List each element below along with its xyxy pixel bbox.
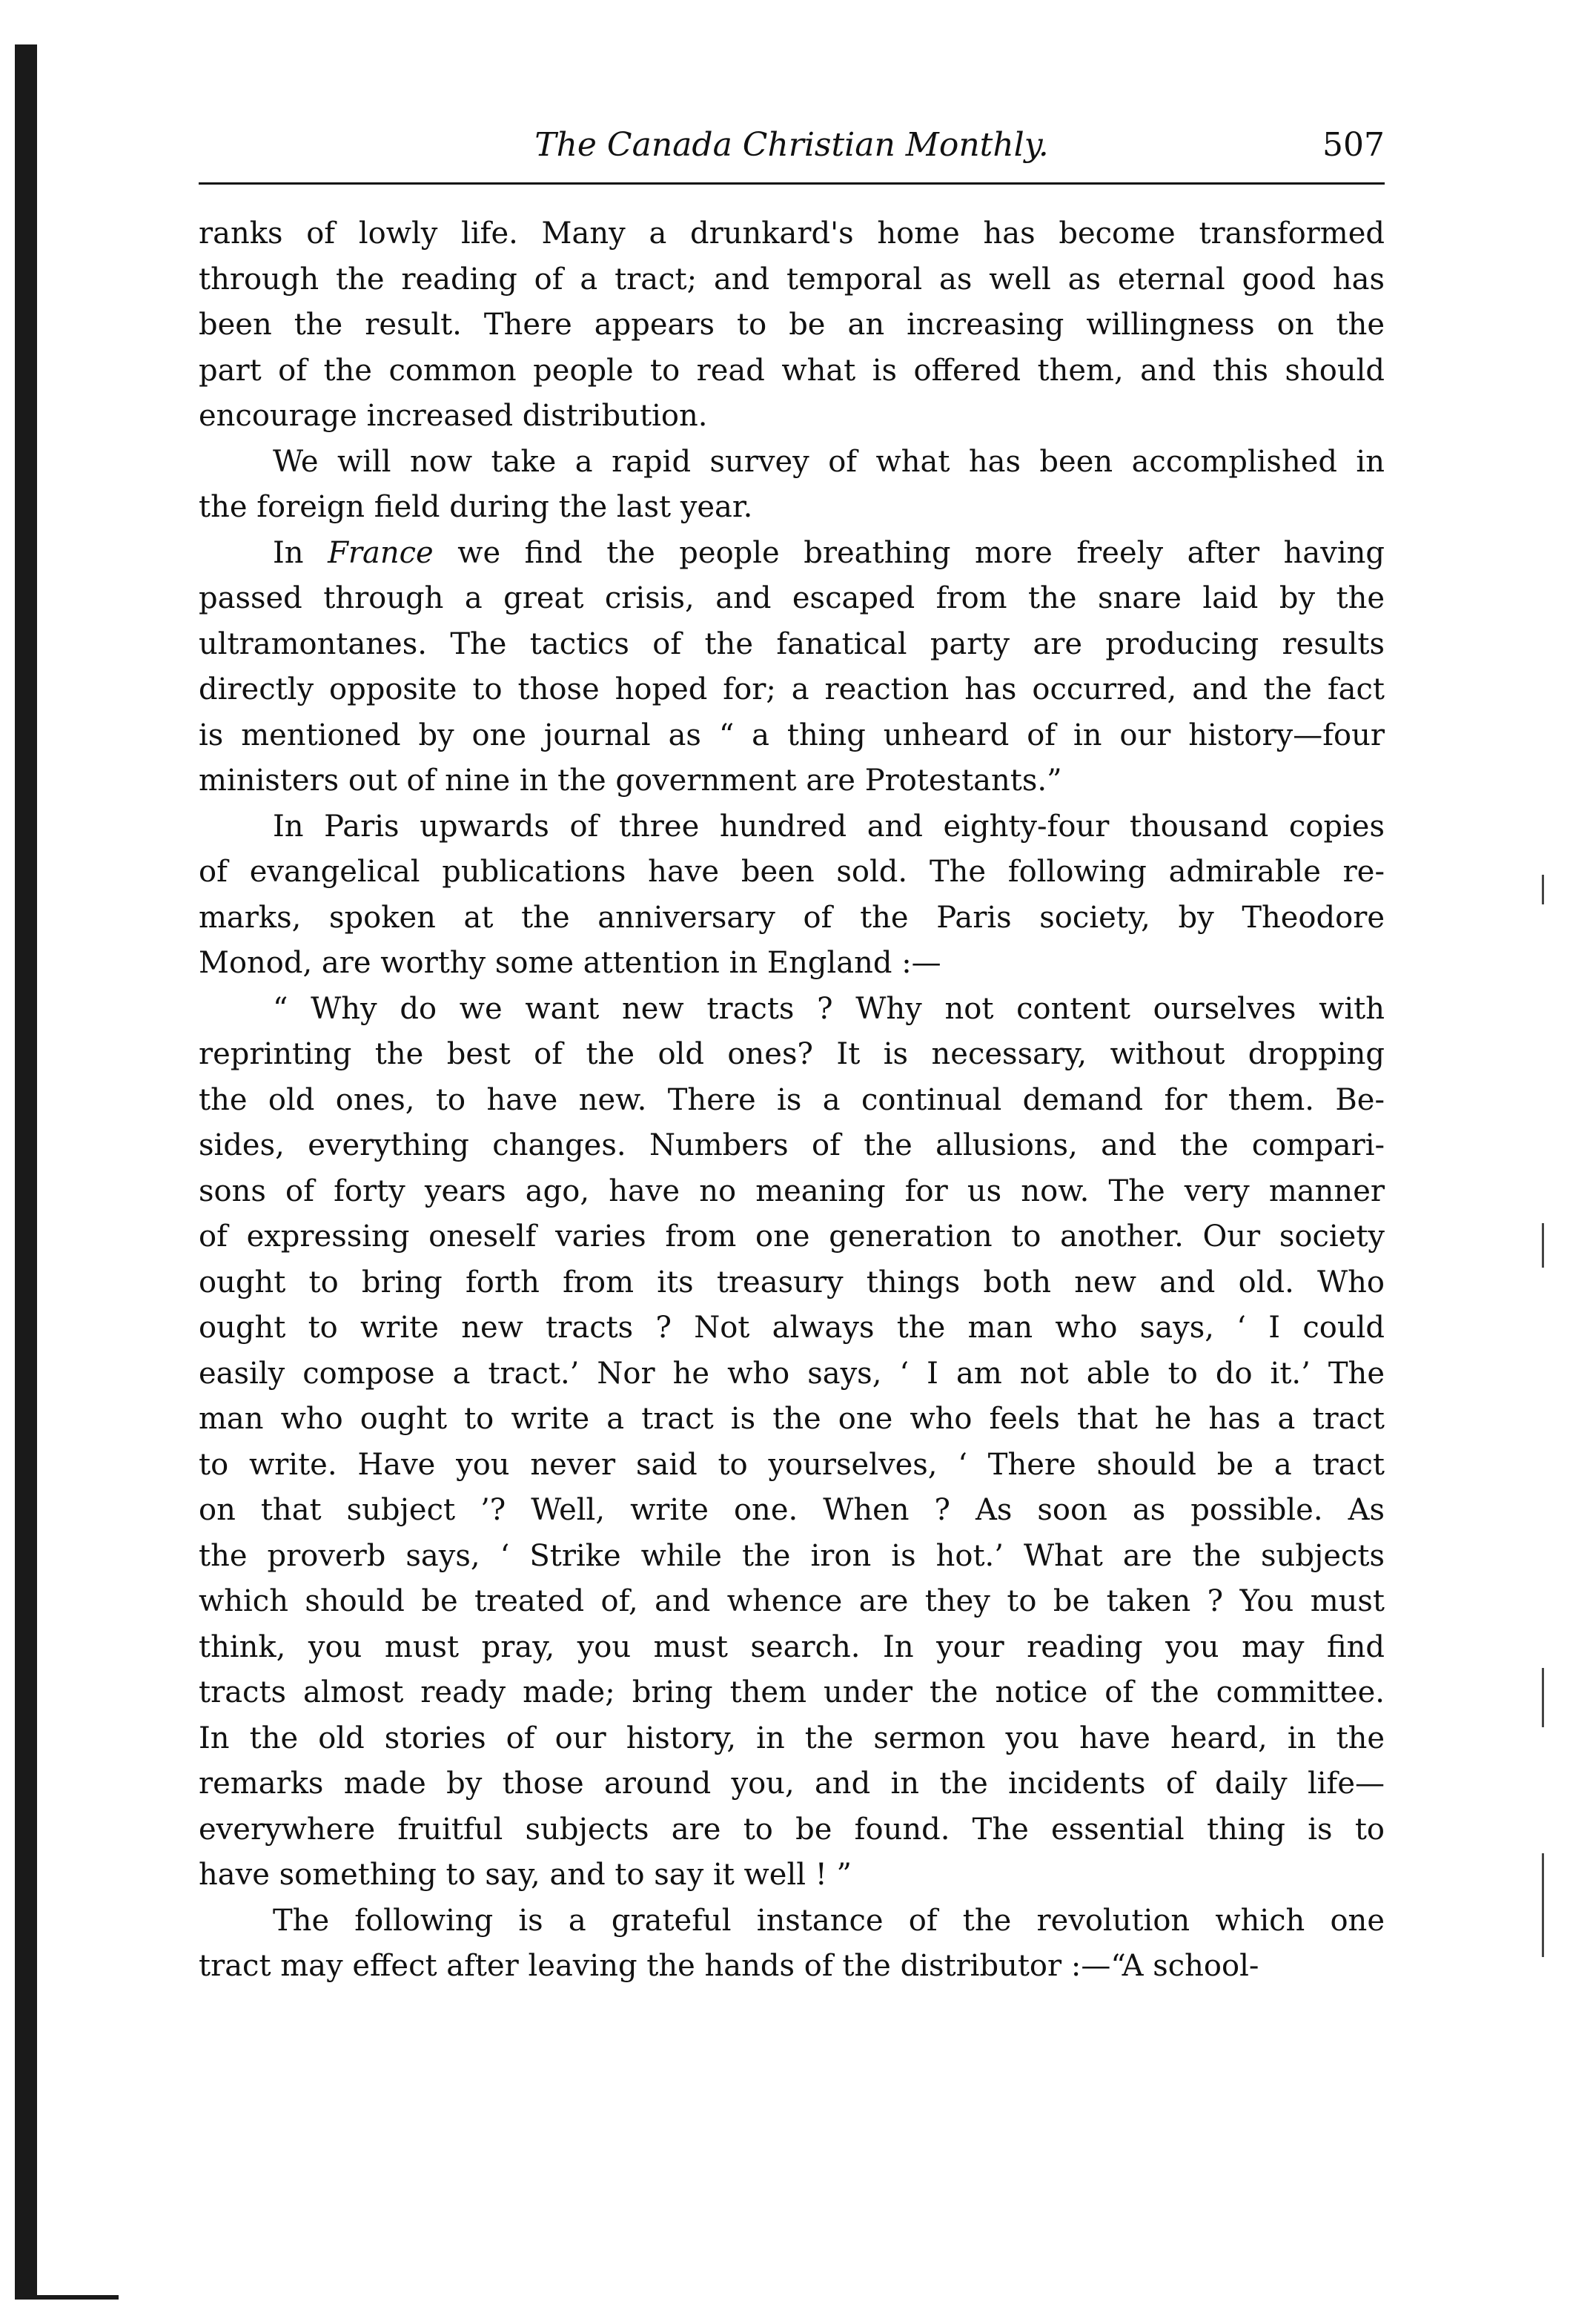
text-line: to write. Have you never said to yourselves, ‘ There should be a tract <box>199 1447 1385 1482</box>
text-line: In the old stories of our history, in the sermon you have heard, in the <box>199 1721 1385 1755</box>
text-line: encourage increased distribution. <box>199 399 708 433</box>
text-line: Monod, are worthy some attention in England :— <box>199 946 941 980</box>
text-line: have something to say, and to say it well ! ” <box>199 1858 852 1892</box>
text-line: part of the common people to read what is offered them, and this should <box>199 353 1385 388</box>
text-line: ought to bring forth from its treasury things both new and old. Who <box>199 1265 1385 1300</box>
text-line: of expressing oneself varies from one generation to another. Our society <box>199 1219 1385 1254</box>
binding-edge-foot <box>15 2295 119 2300</box>
text-line: ranks of lowly life. Many a drunkard's home has become transformed <box>199 216 1385 251</box>
text-line: reprinting the best of the old ones? It is necessary, without dropping <box>199 1037 1385 1071</box>
text-line: “ Why do we want new tracts ? Why not content ourselves with <box>273 991 1385 1026</box>
scan-mark <box>1542 875 1544 904</box>
text-line: ultramontanes. The tactics of the fanatical party are producing results <box>199 626 1385 661</box>
paragraph <box>199 804 1385 987</box>
text-line: been the result. There appears to be an increasing willingness on the <box>199 308 1385 342</box>
binding-edge <box>15 44 37 2298</box>
page-number: 507 <box>1322 126 1385 164</box>
text-line: easily compose a tract.’ Nor he who says, ‘ I am not able to do it.’ The <box>199 1356 1385 1391</box>
text-line: which should be treated of, and whence are they to be taken ? You must <box>199 1584 1385 1618</box>
text-line: The following is a grateful instance of the revolution which one <box>273 1903 1385 1938</box>
text-line: We will now take a rapid survey of what has been accomplished in <box>273 444 1385 479</box>
text-line: In Paris upwards of three hundred and eighty-four thousand copies <box>273 809 1385 844</box>
scan-mark <box>1542 1853 1544 1957</box>
text-line: the old ones, to have new. There is a continual demand for them. Be- <box>199 1082 1385 1117</box>
paragraph <box>199 1898 1385 1990</box>
text-line: through the reading of a tract; and temporal as well as eternal good has <box>199 262 1385 297</box>
text-line: marks, spoken at the anniversary of the Paris society, by Theodore <box>199 900 1385 935</box>
scan-mark <box>1542 1223 1544 1268</box>
scan-mark <box>1542 1668 1544 1727</box>
text-line: passed through a great crisis, and escaped from the snare laid by the <box>199 581 1385 615</box>
text-line: man who ought to write a tract is the one who feels that he has a tract <box>199 1402 1385 1436</box>
text-line: think, you must pray, you must search. In your reading you may find <box>199 1629 1385 1664</box>
text-line: the foreign field during the last year. <box>199 490 753 524</box>
running-title: The Canada Christian Monthly. <box>534 126 1049 164</box>
running-header <box>199 126 1385 178</box>
paragraph <box>199 987 1385 1898</box>
paragraph <box>199 211 1385 440</box>
text-line: ought to write new tracts ? Not always the man who says, ‘ I could <box>199 1311 1385 1345</box>
text-line: everywhere fruitful subjects are to be found. The essential thing is to <box>199 1812 1385 1847</box>
text-line: on that subject ’? Well, write one. When ? As soon as possible. As <box>199 1493 1385 1527</box>
text-line: of evangelical publications have been sold. The following admirable re- <box>199 855 1385 889</box>
text-line: ministers out of nine in the government are Protestants.” <box>199 764 1062 798</box>
italic-term: France <box>328 535 434 570</box>
paragraph <box>199 440 1385 531</box>
text-line: sons of forty years ago, have no meaning for us now. The very manner <box>199 1173 1385 1208</box>
text-line: tracts almost ready made; bring them under the notice of the committee. <box>199 1675 1385 1709</box>
page <box>199 126 1385 1990</box>
header-rule <box>199 182 1385 185</box>
paragraph <box>199 531 1385 804</box>
text-line: tract may effect after leaving the hands of the distributor :—“A school- <box>199 1949 1259 1983</box>
text-line: the proverb says, ‘ Strike while the iron is hot.’ What are the subjects <box>199 1538 1385 1573</box>
text-line: is mentioned by one journal as “ a thing unheard of in our history—four <box>199 718 1385 752</box>
text-line: sides, everything changes. Numbers of the allusions, and the compari- <box>199 1128 1385 1162</box>
text-line: remarks made by those around you, and in the incidents of daily life— <box>199 1767 1385 1801</box>
text-line: In France we find the people breathing more freely after having <box>273 535 1385 570</box>
text-line: directly opposite to those hoped for; a reaction has occurred, and the fact <box>199 672 1385 706</box>
article-body <box>199 211 1385 1990</box>
